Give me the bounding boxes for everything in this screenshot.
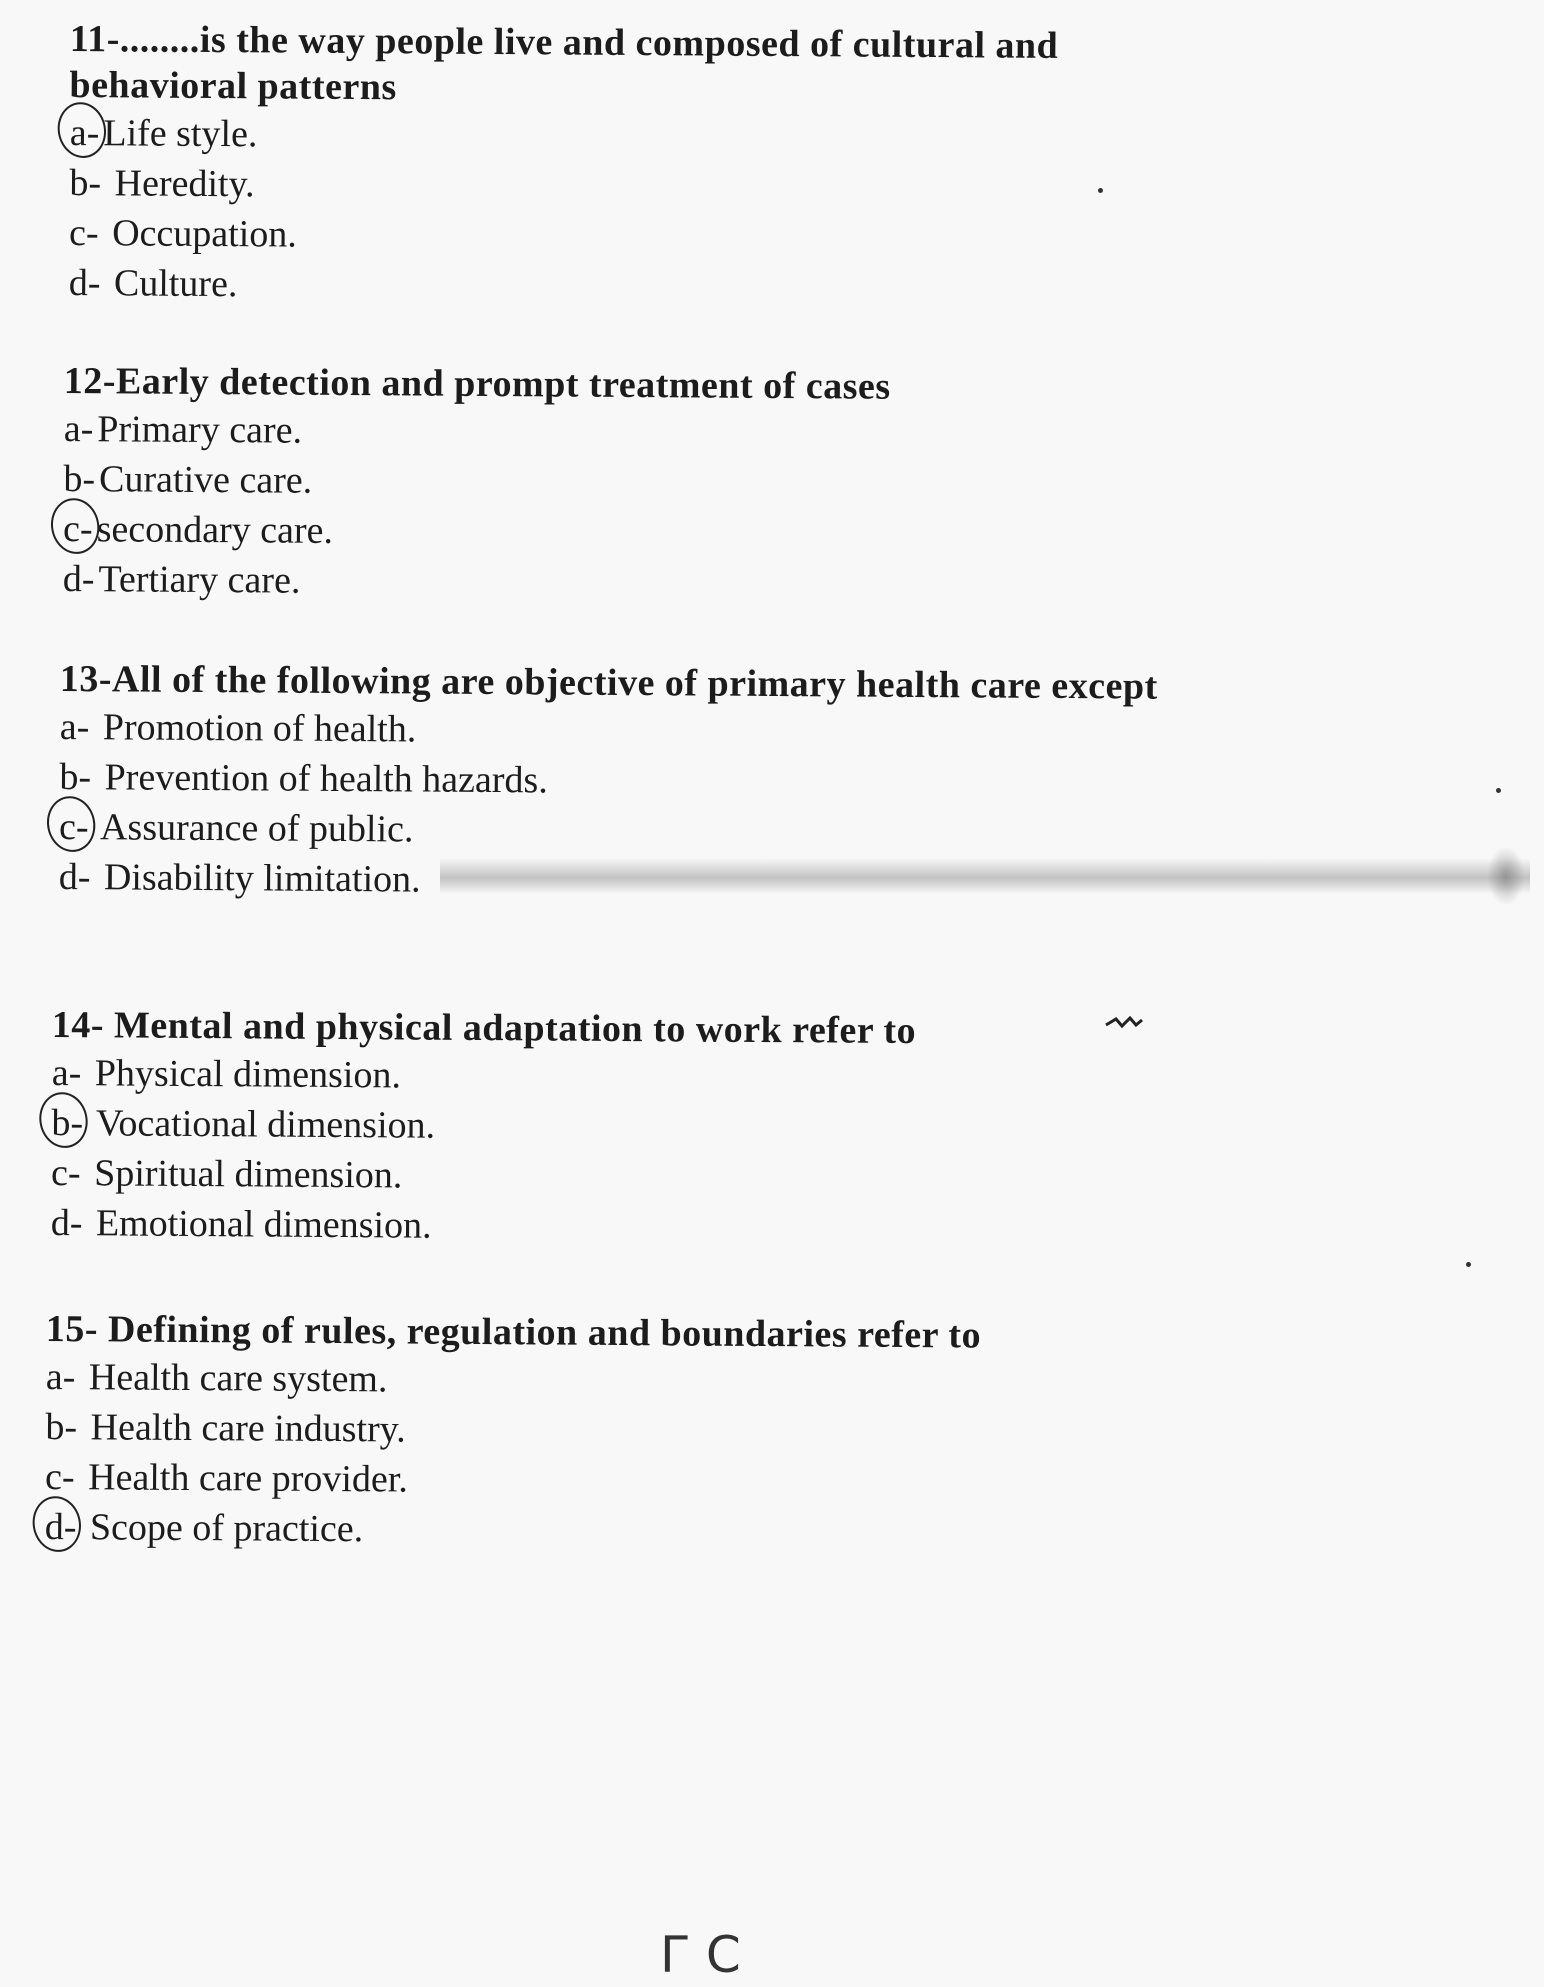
question-13 bbox=[60, 656, 1180, 902]
option-text: Occupation. bbox=[102, 212, 297, 256]
option-text: Assurance of public. bbox=[92, 806, 414, 851]
option-list bbox=[51, 1048, 1232, 1256]
option-text: Curative care. bbox=[98, 458, 313, 502]
question-11 bbox=[70, 16, 1210, 308]
option-text: Life style. bbox=[103, 112, 258, 156]
option-letter: d- bbox=[58, 855, 91, 899]
option-d bbox=[59, 852, 1179, 910]
option-letter: c- bbox=[59, 802, 89, 852]
question-title: 13-All of the following are objective of primary health care except bbox=[59, 657, 1158, 708]
option-letter: a- bbox=[59, 705, 90, 749]
option-text: Emotional dimension. bbox=[86, 1202, 432, 1247]
option-letter: a- bbox=[70, 108, 100, 158]
option-c bbox=[59, 802, 1179, 860]
option-letter: b- bbox=[63, 457, 96, 501]
option-letter: b- bbox=[45, 1405, 78, 1449]
option-b bbox=[51, 1098, 1231, 1156]
question-14 bbox=[52, 1002, 1232, 1248]
question-title: 14- Mental and physical adaptation to work refer to bbox=[51, 1003, 917, 1053]
option-text: Vocational dimension. bbox=[86, 1102, 436, 1147]
option-text: Physical dimension. bbox=[85, 1052, 402, 1097]
option-letter: c- bbox=[63, 504, 93, 554]
option-d bbox=[69, 258, 1209, 316]
option-d bbox=[63, 554, 1243, 612]
option-d bbox=[45, 1502, 1245, 1560]
scanner-streak-end bbox=[1488, 848, 1524, 904]
option-text: Tertiary care. bbox=[98, 558, 301, 602]
option-text: Prevention of health hazards. bbox=[94, 756, 548, 802]
option-list bbox=[59, 702, 1180, 910]
option-b bbox=[45, 1402, 1245, 1460]
option-c bbox=[69, 208, 1209, 266]
option-a bbox=[60, 702, 1180, 760]
option-a bbox=[46, 1352, 1246, 1410]
option-c bbox=[63, 504, 1243, 562]
speck bbox=[1466, 1262, 1471, 1267]
option-a bbox=[64, 404, 1244, 462]
option-text: Health care provider. bbox=[78, 1456, 408, 1501]
option-letter: c- bbox=[50, 1151, 81, 1195]
option-list bbox=[63, 404, 1244, 612]
option-list bbox=[69, 108, 1210, 316]
question-15 bbox=[46, 1306, 1246, 1552]
option-text: Culture. bbox=[104, 262, 238, 306]
option-letter: c- bbox=[68, 211, 99, 255]
option-letter: d- bbox=[45, 1502, 77, 1552]
option-a bbox=[70, 108, 1210, 166]
option-c bbox=[51, 1148, 1231, 1206]
option-text: Primary care. bbox=[97, 408, 303, 452]
option-d bbox=[51, 1198, 1231, 1256]
option-letter: d- bbox=[62, 557, 95, 601]
option-letter: a- bbox=[45, 1355, 76, 1399]
option-b bbox=[59, 752, 1179, 810]
question-title: 15- Defining of rules, regulation and boundaries refer to bbox=[45, 1308, 982, 1357]
option-letter: b- bbox=[59, 755, 92, 799]
option-letter: a- bbox=[63, 407, 94, 451]
option-text: Spiritual dimension. bbox=[84, 1152, 403, 1197]
question-title: 12-Early detection and prompt treatment of cases bbox=[63, 359, 891, 408]
option-letter: d- bbox=[68, 261, 101, 305]
option-list bbox=[45, 1352, 1246, 1560]
option-text: Promotion of health. bbox=[93, 706, 417, 751]
question-title: 11-........is the way people live and composed of cultural and behavioral patterns bbox=[69, 17, 1059, 109]
option-text: Health care system. bbox=[79, 1356, 388, 1401]
option-text: Health care industry. bbox=[80, 1406, 406, 1451]
option-letter: b- bbox=[51, 1098, 83, 1148]
option-letter: a- bbox=[51, 1051, 82, 1095]
option-text: secondary care. bbox=[96, 508, 334, 552]
question-12 bbox=[64, 358, 1244, 604]
option-text: Heredity. bbox=[104, 162, 255, 206]
option-letter: c- bbox=[44, 1455, 75, 1499]
option-letter: d- bbox=[50, 1201, 83, 1245]
page-number-mark: ΓС bbox=[660, 1926, 759, 1984]
option-text: Scope of practice. bbox=[80, 1506, 364, 1551]
option-b bbox=[69, 158, 1209, 216]
speck bbox=[1496, 788, 1501, 793]
option-c bbox=[45, 1452, 1245, 1510]
option-text: Disability limitation. bbox=[94, 856, 421, 901]
option-a bbox=[52, 1048, 1232, 1106]
option-letter: b- bbox=[69, 161, 102, 205]
option-b bbox=[63, 454, 1243, 512]
